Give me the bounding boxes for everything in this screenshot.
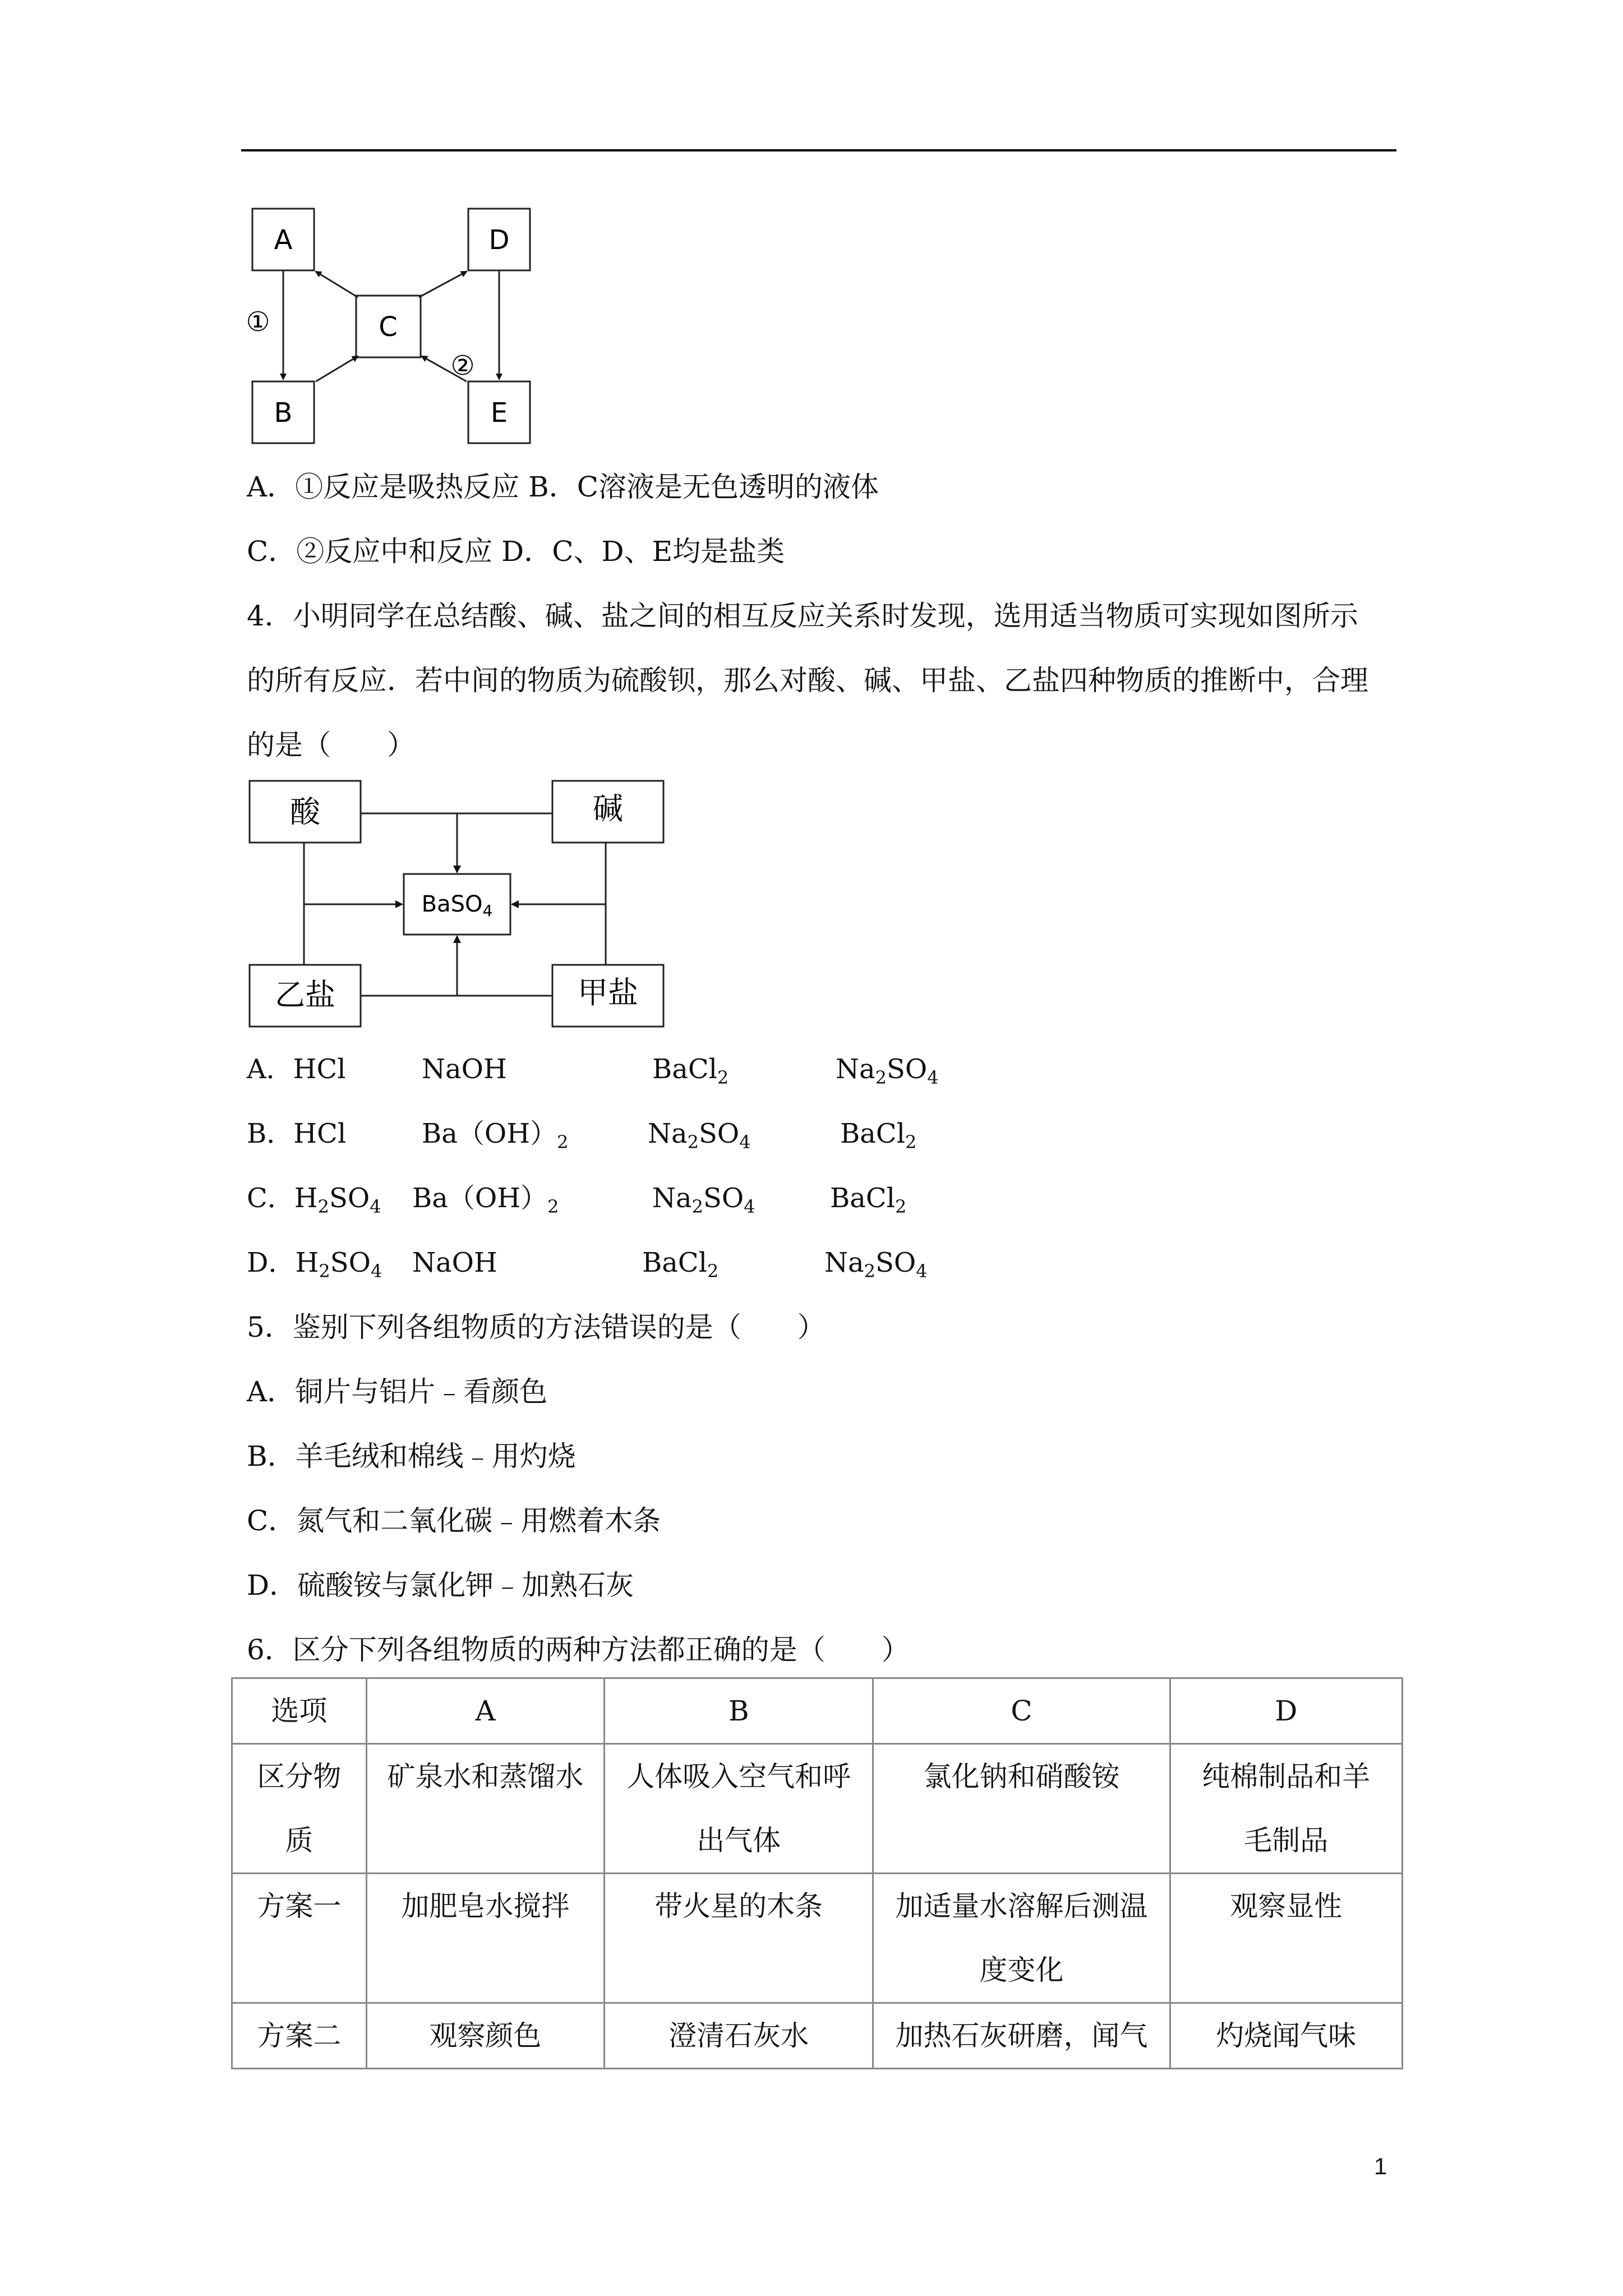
cell-plan1-b: 带火星的木条 bbox=[605, 1874, 873, 2003]
cell-substances-c: 氯化钠和硝酸铵 bbox=[873, 1744, 1170, 1874]
q5-option-a: A．铜片与铝片﹣看颜色 bbox=[247, 1375, 548, 1408]
box-d-label: D bbox=[488, 224, 510, 256]
box-b-label: B bbox=[274, 397, 293, 429]
base-box-label: 碱 bbox=[593, 791, 623, 826]
box-e-label: E bbox=[490, 397, 508, 429]
q4-a-salt-jia: BaCl$_2$ bbox=[652, 1053, 729, 1088]
row-label-substances: 区分物 质 bbox=[232, 1744, 367, 1874]
q4-b-salt-jia: $Na_2SO_4$ bbox=[648, 1118, 751, 1153]
box-c-label: C bbox=[379, 311, 398, 343]
center-box-label bbox=[422, 891, 493, 920]
salt-jia-box-label: 甲盐 bbox=[578, 975, 638, 1010]
q3-option-line-2: C．②反应中和反应 D．C、D、E均是盐类 bbox=[247, 535, 785, 568]
salt-yi-box-label: 乙盐 bbox=[275, 977, 335, 1013]
q4-stem-line-3: 的是（ ） bbox=[247, 729, 415, 761]
table-header-row bbox=[232, 1678, 1403, 1744]
q6-stem: 6．区分下列各组物质的两种方法都正确的是（ ） bbox=[247, 1634, 910, 1666]
cell-substances-a: 矿泉水和蒸馏水 bbox=[366, 1744, 604, 1874]
q4-d-salt-yi: $Na_2SO_4$ bbox=[824, 1247, 928, 1282]
table-row-plan-2 bbox=[232, 2003, 1403, 2069]
cell-plan2-a: 观察颜色 bbox=[366, 2003, 604, 2069]
cell-plan1-d: 观察显性 bbox=[1170, 1874, 1402, 2003]
header-rule bbox=[241, 149, 1396, 151]
q4-d-base: NaOH bbox=[412, 1247, 497, 1278]
cell-plan2-c: 加热石灰研磨，闻气 bbox=[873, 2003, 1170, 2069]
q4-c-acid: C．$H_2SO_4$ bbox=[247, 1182, 381, 1217]
q4-d-acid: D．$H_2SO_4$ bbox=[247, 1247, 382, 1282]
header-cell-b: B bbox=[605, 1678, 873, 1744]
cell-plan2-d: 灼烧闻气味 bbox=[1170, 2003, 1402, 2069]
row-label-plan-2: 方案二 bbox=[232, 2003, 367, 2069]
q4-b-base: $Ba(OH)_2$ bbox=[422, 1118, 569, 1153]
q4-c-base: $Ba(OH)_2$ bbox=[412, 1182, 559, 1217]
q5-option-c: C．氮气和二氧化碳﹣用燃着木条 bbox=[247, 1504, 661, 1537]
baso-subscript: 4 bbox=[482, 901, 493, 920]
cell-substances-d: 纯棉制品和羊 毛制品 bbox=[1170, 1744, 1402, 1874]
q3-option-line-1: A．①反应是吸热反应 B．C溶液是无色透明的液体 bbox=[247, 471, 879, 503]
q4-b-acid: B．HCl bbox=[247, 1118, 347, 1149]
q4-c-salt-yi: BaCl$_2$ bbox=[830, 1182, 907, 1217]
cell-plan1-a: 加肥皂水搅拌 bbox=[366, 1874, 604, 2003]
q4-a-salt-yi: $Na_2SO_4$ bbox=[836, 1053, 939, 1088]
cell-substances-b: 人体吸入空气和呼 出气体 bbox=[605, 1744, 873, 1874]
reaction-1-marker: ① bbox=[246, 306, 270, 338]
q4-d-salt-jia: BaCl$_2$ bbox=[642, 1247, 719, 1282]
bariumsulfate-reaction-diagram bbox=[241, 774, 673, 1038]
header-cell-c: C bbox=[873, 1678, 1170, 1744]
header-cell-d: D bbox=[1170, 1678, 1402, 1744]
cell-plan1-c: 加适量水溶解后测温 度变化 bbox=[873, 1874, 1170, 2003]
q4-a-base: NaOH bbox=[422, 1053, 507, 1085]
q5-option-d: D．硫酸铵与氯化钾﹣加熟石灰 bbox=[247, 1569, 634, 1602]
header-cell-a: A bbox=[366, 1678, 604, 1744]
q4-a-acid: A．HCl bbox=[247, 1053, 346, 1085]
q4-b-salt-yi: BaCl$_2$ bbox=[840, 1118, 917, 1153]
reaction-2-marker: ② bbox=[450, 350, 475, 381]
table-row-substances bbox=[232, 1744, 1403, 1874]
q4-c-salt-jia: $Na_2SO_4$ bbox=[652, 1182, 755, 1217]
baso-text: BaSO bbox=[421, 891, 483, 917]
q4-stem-line-2: 的所有反应．若中间的物质为硫酸钡，那么对酸、碱、甲盐、乙盐四种物质的推断中，合理 bbox=[247, 664, 1368, 697]
q6-table bbox=[231, 1677, 1403, 2069]
table-row-plan-1 bbox=[232, 1874, 1403, 2003]
reaction-diagram-abcde bbox=[236, 196, 550, 454]
q5-option-b: B．羊毛绒和棉线﹣用灼烧 bbox=[247, 1440, 576, 1473]
q4-stem-line-1: 4．小明同学在总结酸、碱、盐之间的相互反应关系时发现，选用适当物质可实现如图所示 bbox=[247, 600, 1358, 632]
box-a-label: A bbox=[274, 224, 293, 256]
header-cell-option: 选项 bbox=[232, 1678, 367, 1744]
q5-stem: 5．鉴别下列各组物质的方法错误的是（ ） bbox=[247, 1311, 826, 1343]
acid-box-label: 酸 bbox=[290, 794, 320, 830]
cell-plan2-b: 澄清石灰水 bbox=[605, 2003, 873, 2069]
row-label-plan-1: 方案一 bbox=[232, 1874, 367, 2003]
page-number: 1 bbox=[1374, 2153, 1387, 2179]
